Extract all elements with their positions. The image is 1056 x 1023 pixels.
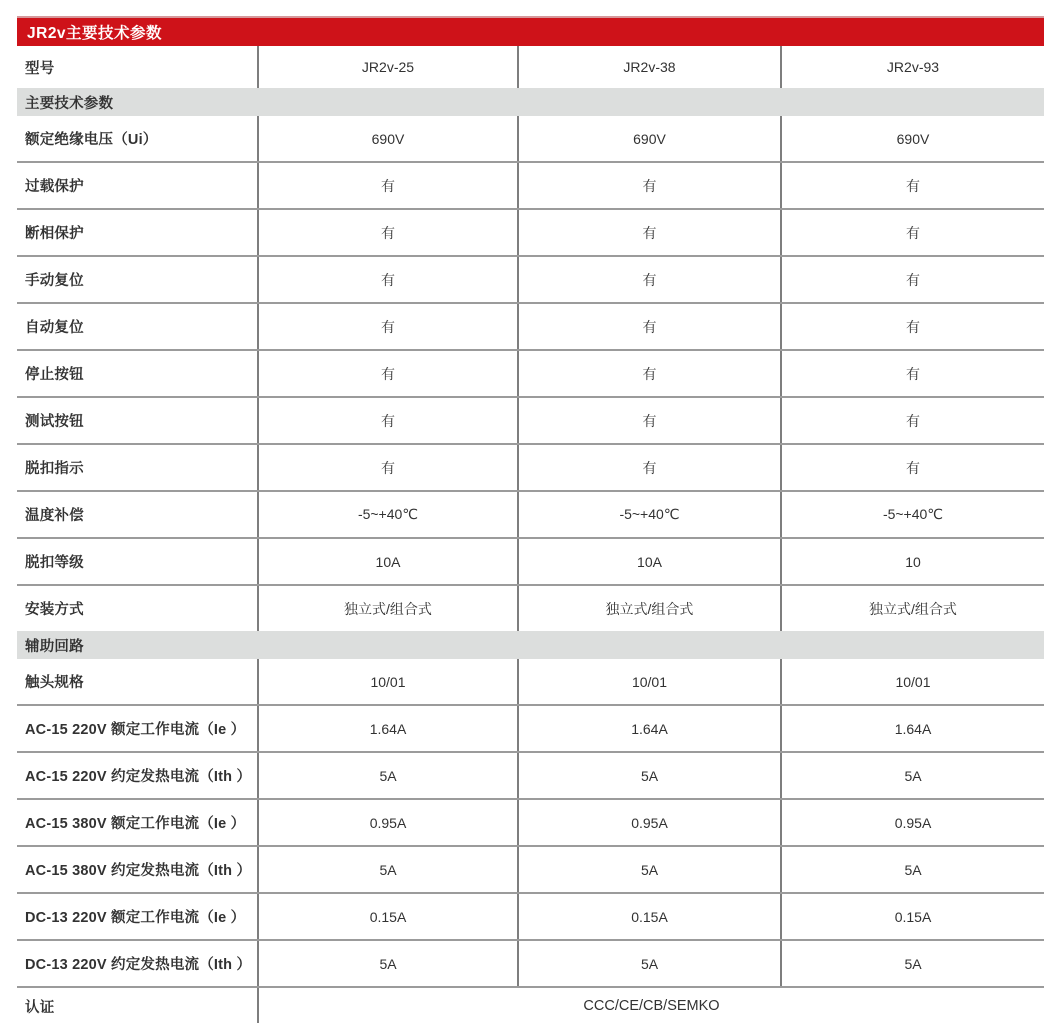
table-row (17, 586, 1044, 631)
row-label: 认证 (25, 999, 55, 1016)
row-value: 5A (517, 753, 780, 798)
table-row (17, 706, 1044, 753)
row-value: 有 (517, 304, 780, 349)
table-row (17, 492, 1044, 539)
row-value: 有 (517, 163, 780, 208)
row-value: 0.15A (780, 894, 1044, 939)
row-value: 独立式/组合式 (257, 586, 517, 631)
row-label: 脱扣指示 (25, 461, 84, 477)
row-value: 有 (517, 257, 780, 302)
table-row (17, 539, 1044, 586)
table-row (17, 210, 1044, 257)
row-value: 有 (257, 351, 517, 396)
table-row (17, 116, 1044, 163)
row-value: JR2v-25 (257, 46, 517, 88)
row-value: 5A (780, 941, 1044, 986)
row-value: -5~+40℃ (780, 492, 1044, 537)
row-value: 0.95A (517, 800, 780, 845)
table-row (17, 941, 1044, 988)
row-value: 有 (780, 445, 1044, 490)
row-value: 5A (257, 847, 517, 892)
section-header (17, 631, 1044, 659)
table-title-bar (17, 16, 1044, 46)
row-value: 0.15A (517, 894, 780, 939)
row-value: 有 (517, 210, 780, 255)
row-value: 5A (517, 847, 780, 892)
row-value: 有 (257, 210, 517, 255)
row-label: AC-15 220V 额定工作电流（Ie ） (25, 722, 246, 738)
row-value: 有 (257, 445, 517, 490)
row-value: 10/01 (517, 659, 780, 704)
row-value: 独立式/组合式 (517, 586, 780, 631)
row-value: 1.64A (257, 706, 517, 751)
row-value: 有 (780, 210, 1044, 255)
table-row (17, 304, 1044, 351)
table-row (17, 847, 1044, 894)
row-value: 1.64A (780, 706, 1044, 751)
section-label: 主要技术参数 (25, 95, 114, 112)
section-label: 辅助回路 (25, 638, 84, 655)
row-label: DC-13 220V 额定工作电流（Ie ） (25, 910, 246, 926)
row-label: 自动复位 (25, 320, 84, 336)
row-value: 690V (517, 116, 780, 161)
row-value: 690V (257, 116, 517, 161)
row-label: 停止按钮 (25, 367, 84, 383)
row-value: 5A (257, 753, 517, 798)
row-value: JR2v-93 (780, 46, 1044, 88)
row-value: 0.95A (257, 800, 517, 845)
row-value: 有 (517, 398, 780, 443)
row-value: 1.64A (517, 706, 780, 751)
row-value: 0.15A (257, 894, 517, 939)
row-value: -5~+40℃ (257, 492, 517, 537)
section-header (17, 88, 1044, 116)
row-value: 有 (780, 304, 1044, 349)
table-row (17, 398, 1044, 445)
table-row (17, 351, 1044, 398)
table-row (17, 445, 1044, 492)
row-label: AC-15 380V 额定工作电流（Ie ） (25, 816, 246, 832)
row-value: 有 (780, 398, 1044, 443)
table-title: JR2v主要技术参数 (27, 25, 163, 42)
row-value: 有 (257, 398, 517, 443)
table-row-certification (17, 988, 1044, 1023)
row-label: AC-15 220V 约定发热电流（Ith ） (25, 769, 252, 785)
row-value: 有 (780, 351, 1044, 396)
row-label: 测试按钮 (25, 414, 84, 430)
row-label: 手动复位 (25, 273, 84, 289)
row-value: 有 (780, 257, 1044, 302)
table-row-model (17, 46, 1044, 88)
row-value: 5A (517, 941, 780, 986)
row-value: 5A (257, 941, 517, 986)
row-value: 有 (517, 445, 780, 490)
row-value: 有 (517, 351, 780, 396)
row-value: 有 (257, 304, 517, 349)
certification-value: CCC/CE/CB/SEMKO (257, 988, 1044, 1023)
row-label: DC-13 220V 约定发热电流（Ith ） (25, 957, 252, 973)
row-label: 额定绝缘电压（Ui） (25, 132, 158, 148)
row-label: 脱扣等级 (25, 555, 84, 571)
row-label: 安装方式 (25, 602, 84, 618)
row-value: 0.95A (780, 800, 1044, 845)
row-value: 有 (780, 163, 1044, 208)
row-value: 10 (780, 539, 1044, 584)
row-label: 断相保护 (25, 226, 84, 242)
row-value: 独立式/组合式 (780, 586, 1044, 631)
row-value: 有 (257, 163, 517, 208)
row-value: 有 (257, 257, 517, 302)
table-row (17, 257, 1044, 304)
table-row (17, 659, 1044, 706)
row-value: 10A (517, 539, 780, 584)
row-value: -5~+40℃ (517, 492, 780, 537)
row-label: 温度补偿 (25, 508, 84, 524)
row-value: 690V (780, 116, 1044, 161)
table-row (17, 163, 1044, 210)
row-label: AC-15 380V 约定发热电流（Ith ） (25, 863, 252, 879)
row-value: 10A (257, 539, 517, 584)
row-value: 10/01 (257, 659, 517, 704)
table-row (17, 800, 1044, 847)
row-value: JR2v-38 (517, 46, 780, 88)
row-value: 5A (780, 847, 1044, 892)
row-label: 型号 (25, 60, 55, 77)
table-row (17, 894, 1044, 941)
row-value: 10/01 (780, 659, 1044, 704)
row-label: 触头规格 (25, 675, 84, 691)
row-label: 过载保护 (25, 179, 84, 195)
row-value: 5A (780, 753, 1044, 798)
spec-table (17, 16, 1044, 1023)
table-row (17, 753, 1044, 800)
